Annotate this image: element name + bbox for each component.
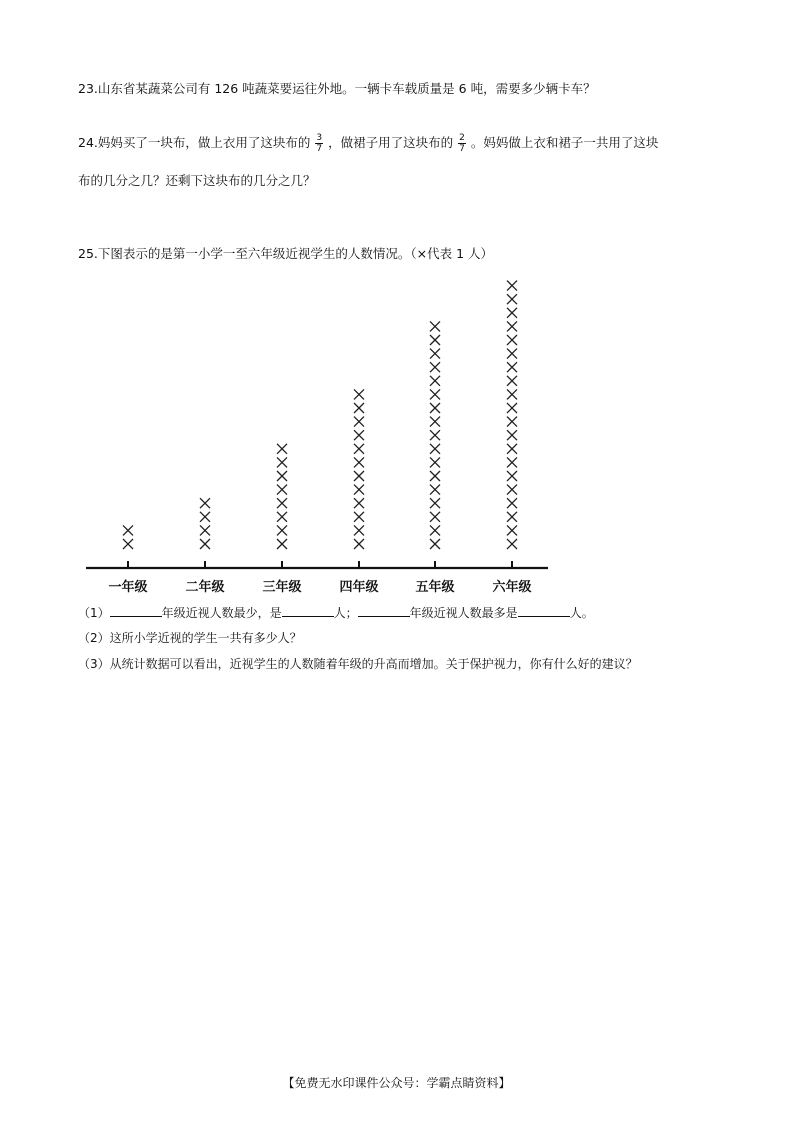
question-25-part-1: （1） 年级近视人数最少，是 人； 年级近视人数最多是 人。 xyxy=(78,606,594,620)
cross-mark xyxy=(507,430,517,440)
category-label: 三年级 xyxy=(262,580,302,595)
cross-mark xyxy=(507,308,517,318)
answer-blank-1[interactable] xyxy=(110,604,162,617)
cross-mark xyxy=(430,512,440,522)
category-label: 六年级 xyxy=(492,580,532,595)
cross-mark xyxy=(507,444,517,454)
cross-mark xyxy=(354,430,364,440)
cross-mark xyxy=(200,539,210,549)
cross-mark xyxy=(354,471,364,481)
question-24-line-2: 布的几分之几？还剩下这块布的几分之几？ xyxy=(78,173,316,188)
cross-mark xyxy=(354,539,364,549)
cross-mark xyxy=(430,362,440,372)
cross-mark xyxy=(200,525,210,535)
cross-mark xyxy=(277,471,287,481)
cross-mark xyxy=(507,417,517,427)
question-24 xyxy=(78,133,658,154)
question-25-part-2: （2）这所小学近视的学生一共有多少人？ xyxy=(78,631,302,645)
cross-mark xyxy=(430,444,440,454)
cross-mark xyxy=(354,389,364,399)
cross-mark xyxy=(123,539,133,549)
cross-mark xyxy=(430,525,440,535)
cross-mark xyxy=(507,485,517,495)
cross-mark xyxy=(507,539,517,549)
cross-mark xyxy=(507,471,517,481)
question-25-title: 25.下图表示的是第一小学一至六年级近视学生的人数情况。（×代表 1 人） xyxy=(78,246,494,261)
cross-mark xyxy=(430,485,440,495)
cross-mark xyxy=(354,512,364,522)
category-label: 二年级 xyxy=(185,580,225,595)
q24-text-1: 24.妈妈买了一块布，做上衣用了这块布的 xyxy=(78,135,311,150)
cross-mark xyxy=(507,457,517,467)
cross-mark xyxy=(123,525,133,535)
cross-mark xyxy=(430,539,440,549)
cross-mark xyxy=(507,498,517,508)
answer-blank-3[interactable] xyxy=(358,604,410,617)
cross-mark xyxy=(430,417,440,427)
cross-mark xyxy=(277,498,287,508)
cross-mark xyxy=(430,349,440,359)
cross-mark xyxy=(430,403,440,413)
cross-mark xyxy=(507,362,517,372)
question-23: 23.山东省某蔬菜公司有 126 吨蔬菜要运往外地。一辆卡车载质量是 6 吨，需要多少辆卡车？ xyxy=(78,81,596,96)
cross-mark xyxy=(507,389,517,399)
cross-mark xyxy=(430,430,440,440)
answer-blank-2[interactable] xyxy=(282,604,334,617)
cross-mark xyxy=(430,321,440,331)
cross-mark xyxy=(200,498,210,508)
cross-mark xyxy=(430,457,440,467)
cross-mark xyxy=(354,525,364,535)
cross-mark xyxy=(430,335,440,345)
category-label: 四年级 xyxy=(339,580,379,595)
cross-mark xyxy=(277,444,287,454)
cross-mark xyxy=(354,417,364,427)
cross-mark xyxy=(277,539,287,549)
cross-mark xyxy=(507,403,517,413)
cross-mark xyxy=(507,349,517,359)
cross-mark xyxy=(430,389,440,399)
cross-mark xyxy=(354,457,364,467)
cross-mark xyxy=(354,485,364,495)
cross-mark xyxy=(507,335,517,345)
question-25-part-3: （3）从统计数据可以看出，近视学生的人数随着年级的升高而增加。关于保护视力，你有什么好的建议？ xyxy=(78,657,638,671)
q24-text-3: 。妈妈做上衣和裙子一共用了这块 xyxy=(470,135,659,150)
cross-mark xyxy=(354,498,364,508)
fraction-three-sevenths: $\frac{3}{7}$ xyxy=(316,133,323,154)
cross-mark xyxy=(354,403,364,413)
cross-mark xyxy=(507,525,517,535)
cross-mark xyxy=(277,457,287,467)
category-label: 一年级 xyxy=(108,580,148,595)
cross-mark xyxy=(277,485,287,495)
cross-mark xyxy=(430,498,440,508)
cross-mark xyxy=(430,471,440,481)
cross-mark xyxy=(507,281,517,291)
cross-mark xyxy=(200,512,210,522)
cross-mark xyxy=(354,444,364,454)
cross-mark xyxy=(507,321,517,331)
q24-text-2: ，做裙子用了这块布的 xyxy=(328,135,454,150)
cross-mark xyxy=(277,525,287,535)
fraction-two-sevenths: $\frac{2}{7}$ xyxy=(459,133,465,154)
pictograph-chart xyxy=(0,270,793,600)
cross-mark xyxy=(507,512,517,522)
category-label: 五年级 xyxy=(415,580,455,595)
footer-note: 【免费无水印课件公众号：学霸点睛资料】 xyxy=(282,1076,511,1090)
cross-mark xyxy=(507,376,517,386)
cross-mark xyxy=(507,294,517,304)
cross-mark xyxy=(277,512,287,522)
answer-blank-4[interactable] xyxy=(518,604,570,617)
cross-mark xyxy=(430,376,440,386)
